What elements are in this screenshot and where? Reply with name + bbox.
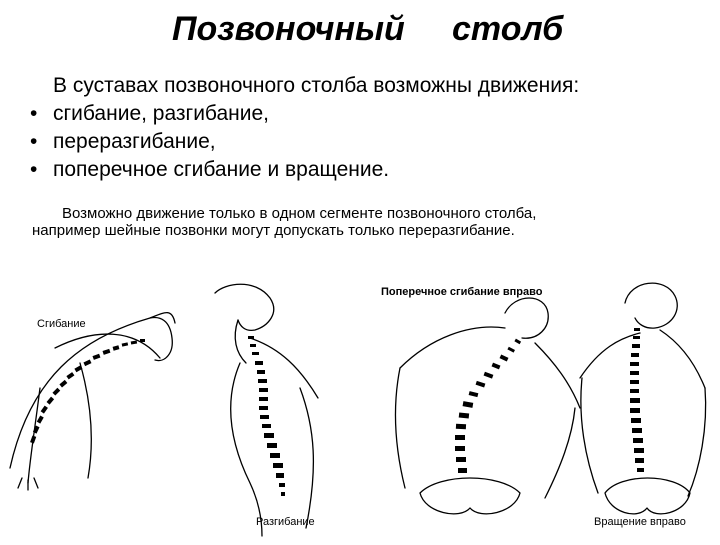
extension-figure [215,284,318,536]
caption-extension: Разгибание [256,516,315,528]
bullet-icon: • [30,158,38,181]
list-item-label: переразгибание, [53,130,216,153]
title-word-2: столб [452,10,564,48]
rotation-figure [580,283,706,514]
lateral-flexion-figure [395,298,580,514]
note-line-2: например шейные позвонки могут допускать только переразгибание. [32,222,515,239]
list-item-label: сгибание, разгибание, [53,102,269,125]
rotation-vertebrae [630,328,644,472]
caption-flexion: Сгибание [37,318,86,330]
note-line-1: Возможно движение только в одном сегменте позвоночного столба, [62,205,537,222]
spine-drawings [0,268,720,540]
caption-rotation: Вращение вправо [594,516,686,528]
intro-text: В суставах позвоночного столба возможны движения: [53,74,580,97]
flexion-figure [10,313,175,490]
list-item-label: поперечное сгибание и вращение. [53,158,390,181]
flexion-vertebrae [30,339,145,444]
note-paragraph [32,205,672,239]
title-word-1: Позвоночный [172,10,405,48]
bullet-icon: • [30,130,38,153]
spine-illustration [0,268,720,540]
lateral-vertebrae [455,339,521,473]
caption-lateral-flexion: Поперечное сгибание вправо [381,286,543,298]
bullet-icon: • [30,102,38,125]
extension-vertebrae [248,336,285,496]
